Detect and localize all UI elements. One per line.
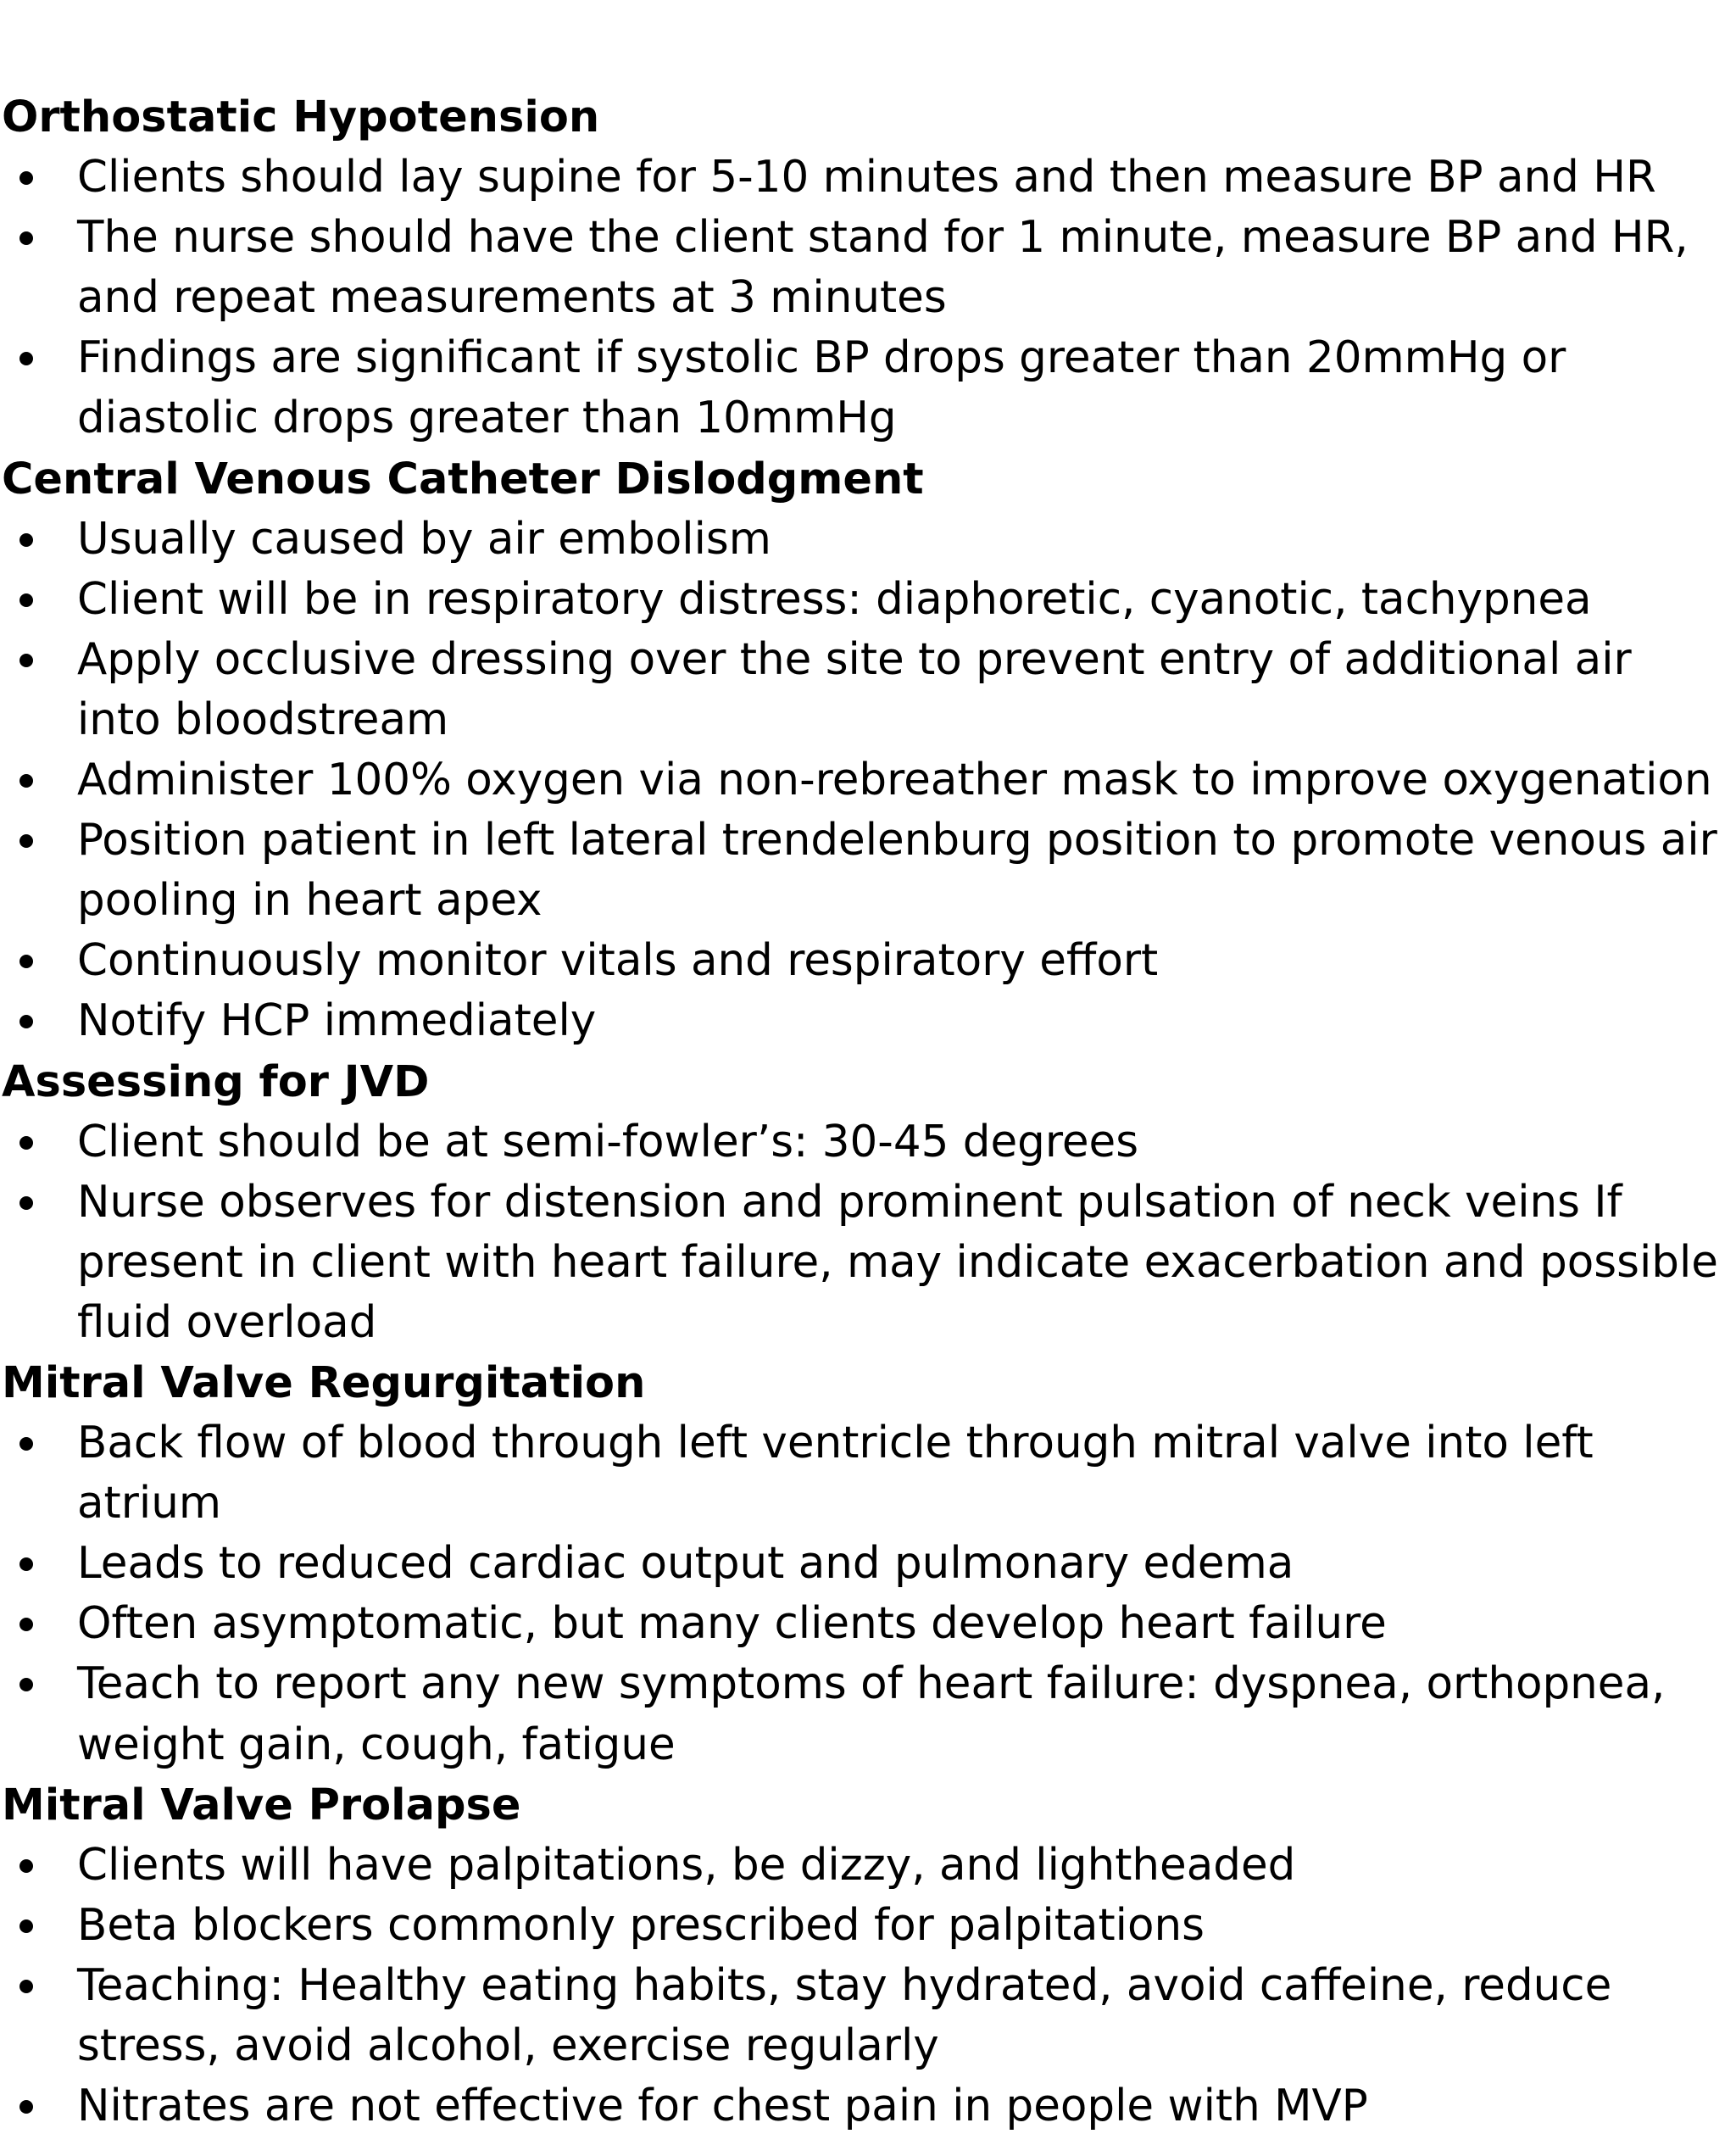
list-item: [0, 1534, 1736, 1594]
bullet-icon: [19, 1557, 33, 1571]
list-item: [0, 208, 1736, 328]
section-title-orthostatic-hypotension: Orthostatic Hypotension: [2, 92, 600, 142]
list-item: [0, 1654, 1736, 1774]
list-item: [0, 1173, 1736, 1353]
bullet-list-mitral-valve-regurgitation: [0, 1413, 1736, 1775]
bullet-icon: [19, 1678, 33, 1691]
bullet-list-orthostatic-hypotension: [0, 148, 1736, 448]
bullet-icon: [19, 593, 33, 607]
list-item: [0, 811, 1736, 931]
list-item-text: Clients will have palpitations, be dizzy, and lightheaded: [77, 1839, 1296, 1891]
list-item: [0, 991, 1736, 1051]
list-item: [0, 2076, 1736, 2137]
list-item-text: Position patient in left lateral trendelenburg position to promote venous air pooling in heart apex: [77, 815, 1717, 927]
list-item-text: The nurse should have the client stand for 1 minute, measure BP and HR, and repeat measurements at 3 minutes: [77, 212, 1689, 324]
list-item-text: Usually caused by air embolism: [77, 513, 771, 565]
bullet-icon: [19, 1618, 33, 1631]
bullet-icon: [19, 834, 33, 848]
list-item-text: Teach to report any new symptoms of heart failure: dyspnea, orthopnea, weight gain, cough, fatigue: [77, 1658, 1666, 1770]
list-item: [0, 931, 1736, 991]
list-item: [0, 148, 1736, 208]
list-item-text: Client will be in respiratory distress: diaphoretic, cyanotic, tachypnea: [77, 573, 1592, 625]
list-item: [0, 630, 1736, 750]
list-item: [0, 570, 1736, 630]
bullet-icon: [19, 533, 33, 547]
section-title-mitral-valve-regurgitation: Mitral Valve Regurgitation: [2, 1357, 646, 1408]
bullet-icon: [19, 2100, 33, 2114]
list-item: [0, 1896, 1736, 1956]
list-item: [0, 1112, 1736, 1173]
list-item-text: Apply occlusive dressing over the site to prevent entry of additional air into bloodstream: [77, 633, 1632, 745]
list-item-text: Administer 100% oxygen via non-rebreather mask to improve oxygenation: [77, 755, 1712, 806]
bullet-icon: [19, 1919, 33, 1933]
bullet-icon: [19, 1136, 33, 1150]
list-item-text: Continuously monitor vitals and respiratory effort: [77, 935, 1159, 987]
list-item: [0, 1413, 1736, 1534]
list-item: [0, 1956, 1736, 2076]
bullet-icon: [19, 352, 33, 365]
list-item-text: Back flow of blood through left ventricle through mitral valve into left atrium: [77, 1418, 1594, 1529]
bullet-list-cvc-dislodgment: [0, 510, 1736, 1052]
list-item-text: Teaching: Healthy eating habits, stay hydrated, avoid caffeine, reduce stress, avoid alcohol, exercise regularly: [77, 1959, 1612, 2071]
list-item-text: Beta blockers commonly prescribed for palpitations: [77, 1899, 1205, 1951]
list-item-text: Often asymptomatic, but many clients develop heart failure: [77, 1598, 1387, 1650]
list-item-text: Leads to reduced cardiac output and pulmonary edema: [77, 1538, 1294, 1590]
list-item-text: Findings are significant if systolic BP drops greater than 20mmHg or diastolic drops greater than 10mmHg: [77, 332, 1566, 444]
list-item-text: Nurse observes for distension and prominent pulsation of neck veins If present in client with heart failure, may indicate exacerbation and possible fluid overload: [77, 1176, 1718, 1348]
bullet-icon: [19, 1980, 33, 1993]
bullet-icon: [19, 1437, 33, 1451]
list-item-text: Nitrates are not effective for chest pain in people with MVP: [77, 2081, 1368, 2132]
bullet-list-assessing-jvd: [0, 1112, 1736, 1353]
bullet-icon: [19, 955, 33, 968]
list-item: [0, 328, 1736, 448]
list-item: [0, 1594, 1736, 1654]
section-title-mitral-valve-prolapse: Mitral Valve Prolapse: [2, 1780, 521, 1830]
bullet-icon: [19, 774, 33, 788]
bullet-icon: [19, 231, 33, 245]
section-title-assessing-jvd: Assessing for JVD: [2, 1056, 430, 1107]
bullet-list-mitral-valve-prolapse: [0, 1836, 1736, 2137]
bullet-icon: [19, 654, 33, 667]
section-title-cvc-dislodgment: Central Venous Catheter Dislodgment: [2, 454, 924, 504]
document-body: [0, 87, 1736, 2137]
bullet-icon: [19, 171, 33, 185]
list-item-text: Clients should lay supine for 5-10 minutes and then measure BP and HR: [77, 152, 1656, 203]
bullet-icon: [19, 1015, 33, 1028]
list-item-text: Client should be at semi-fowler’s: 30-45 degrees: [77, 1116, 1139, 1167]
list-item-text: Notify HCP immediately: [77, 995, 597, 1047]
list-item: [0, 1836, 1736, 1896]
list-item: [0, 750, 1736, 811]
bullet-icon: [19, 1196, 33, 1210]
bullet-icon: [19, 1859, 33, 1873]
list-item: [0, 510, 1736, 570]
